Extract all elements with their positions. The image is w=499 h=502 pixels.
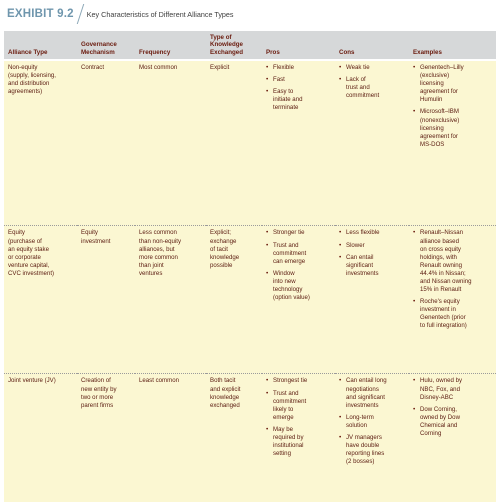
table-row — [4, 374, 496, 502]
list-item: • Genentech–Lilly (exclusive) licensing agreement for Humulin — [413, 64, 493, 104]
cell-cons — [335, 226, 409, 374]
cell-alliance-type: Joint venture (JV) — [4, 374, 77, 502]
cell-pros — [262, 226, 335, 374]
header-frequency: Frequency — [135, 31, 206, 60]
list-item: • JV managers have double reporting lines (2 bosses) — [339, 434, 406, 466]
header-pros: Pros — [262, 31, 335, 60]
list-item: • Roche's equity investment in Genentech (prior to full integration) — [413, 298, 493, 330]
table-header-row — [4, 31, 496, 60]
cell-cons — [335, 60, 409, 226]
list-item: • Can entail long negotiations and significant investments — [339, 377, 406, 409]
cell-knowledge: Explicit; exchange of tacit knowledge possible — [206, 226, 262, 374]
header-examples: Examples — [409, 31, 496, 60]
header-alliance-type: Alliance Type — [4, 31, 77, 60]
table-row — [4, 226, 496, 374]
list-item: • Hulu, owned by NBC, Fox, and Disney-ABC — [413, 377, 493, 401]
list-item: • Long-term solution — [339, 414, 406, 430]
cell-frequency: Least common — [135, 374, 206, 502]
cell-frequency: Less common than non-equity alliances, but more common than joint ventures — [135, 226, 206, 374]
cell-governance: Creation of new entity by two or more parent firms — [77, 374, 135, 502]
cell-knowledge: Explicit — [206, 60, 262, 226]
exhibit-number: EXHIBIT 9.2 — [7, 8, 74, 20]
cell-governance: Contract — [77, 60, 135, 226]
list-item: • Flexible — [266, 64, 332, 72]
list-item: • Renault–Nissan alliance based on cross equity holdings, with Renault owning 44.4% in Nissan; and Nissan owning 15% in Renault — [413, 229, 493, 294]
title-divider — [77, 4, 84, 24]
list-item: • Weak tie — [339, 64, 406, 72]
list-item: • Dow Corning, owned by Dow Chemical and Corning — [413, 406, 493, 438]
cell-examples — [409, 60, 496, 226]
list-item: • Window into new technology (option value) — [266, 270, 332, 302]
cell-frequency: Most common — [135, 60, 206, 226]
list-item: • Trust and commitment can emerge — [266, 242, 332, 266]
list-item: • Microsoft–IBM (nonexclusive) licensing agreement for MS-DOS — [413, 108, 493, 148]
cell-examples — [409, 374, 496, 502]
list-item: • Strongest tie — [266, 377, 332, 385]
cell-pros — [262, 374, 335, 502]
cell-alliance-type: Non-equity (supply, licensing, and distribution agreements) — [4, 60, 77, 226]
list-item: • Slower — [339, 242, 406, 250]
cell-knowledge: Both tacit and explicit knowledge exchanged — [206, 374, 262, 502]
list-item: • Lack of trust and commitment — [339, 76, 406, 100]
list-item: • Trust and commitment likely to emerge — [266, 390, 332, 422]
table-row — [4, 60, 496, 226]
exhibit-title: Key Characteristics of Different Alliance Types — [86, 9, 234, 19]
cell-governance: Equity investment — [77, 226, 135, 374]
list-item: • Stronger tie — [266, 229, 332, 237]
cell-alliance-type: Equity (purchase of an equity stake or corporate venture capital, CVC investment) — [4, 226, 77, 374]
cell-cons — [335, 374, 409, 502]
list-item: • Fast — [266, 76, 332, 84]
list-item: • Easy to initiate and terminate — [266, 88, 332, 112]
header-governance: Governance Mechanism — [77, 31, 135, 60]
list-item: • Less flexible — [339, 229, 406, 237]
list-item: • Can entail significant investments — [339, 254, 406, 278]
cell-examples — [409, 226, 496, 374]
list-item: • May be required by institutional setting — [266, 426, 332, 458]
header-knowledge: Type of Knowledge Exchanged — [206, 31, 262, 60]
alliance-table — [4, 31, 496, 502]
header-cons: Cons — [335, 31, 409, 60]
cell-pros — [262, 60, 335, 226]
exhibit-header — [7, 5, 234, 23]
